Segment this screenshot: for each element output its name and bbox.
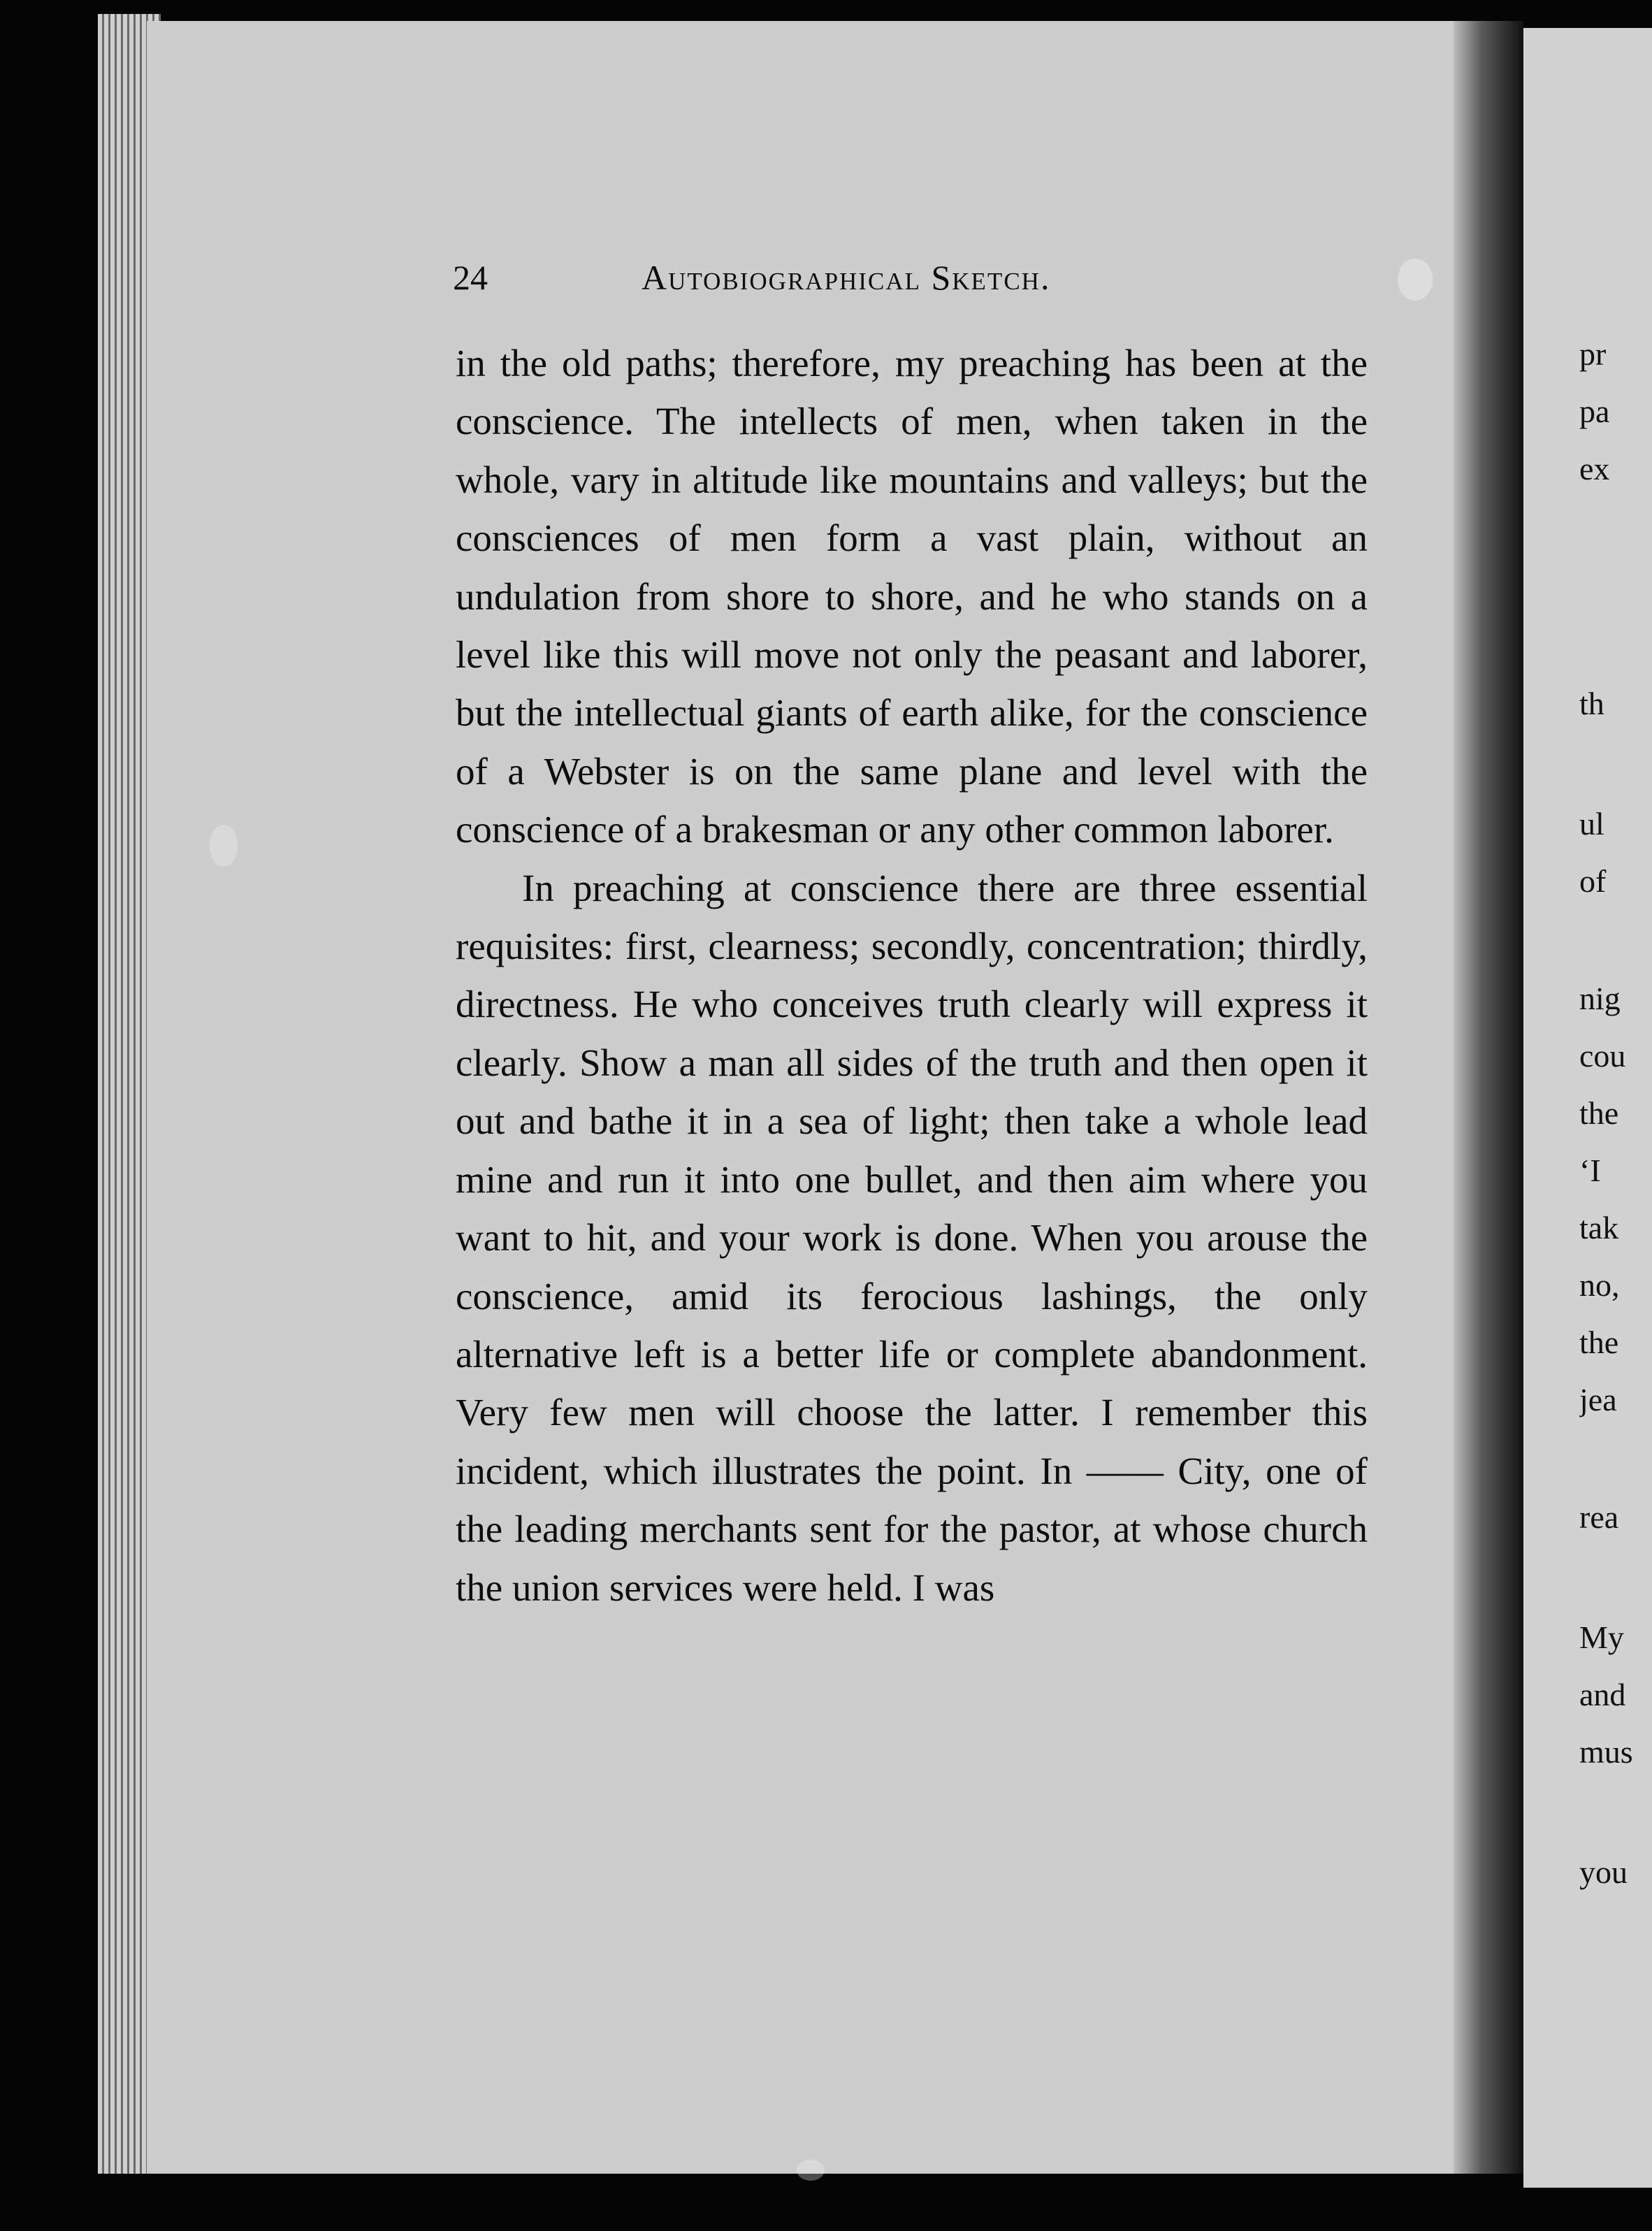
adjacent-page-fragment: jea	[1579, 1382, 1617, 1417]
adjacent-page-fragment: no,	[1579, 1267, 1620, 1303]
running-header	[453, 257, 1173, 306]
adjacent-page-fragment: pr	[1579, 336, 1607, 372]
adjacent-page-fragment: tak	[1579, 1210, 1619, 1246]
binding-gutter-shadow	[1454, 21, 1523, 2174]
paragraph: in the old paths; therefore, my preaching has been at the conscience. The intellects of men, when taken in the whole, vary in altitude like mountains and valleys; but the consciences of men form a vast plain, without an undulation from shore to shore, and he who stands on a level like this will move not only the peasant and laborer, but the intellectual giants of earth alike, for the conscience of a Webster is on the same plane and level with the conscience of a brakesman or any other common laborer.	[456, 342, 1368, 851]
adjacent-page-fragment: rea	[1579, 1499, 1619, 1535]
running-title: Autobiographical Sketch.	[642, 258, 1051, 297]
paragraph: In preaching at conscience there are three essential requisites: first, clearness; secondly, concentration; thirdly, directness. He who conceives truth clearly will express it clearly. Show a man all sides of the truth and then open it out and bathe it in a sea of light; then take a whole lead mine and run it into one bullet, and then aim where you want to hit, and your work is done. When you arouse the conscience, amid its ferocious lashings, the only alternative left is a better life or complete abandonment. Very few men will choose the latter. I remember this incident, which illustrates the point. In —— City, one of the leading merchants sent for the pastor, at whose church the union services were held. I was	[456, 866, 1368, 1609]
adjacent-page-fragment: ex	[1579, 451, 1610, 486]
adjacent-page-fragment: of	[1579, 863, 1607, 899]
scan-speck	[1398, 259, 1433, 301]
adjacent-page-fragment: ‘I	[1579, 1153, 1601, 1188]
adjacent-page-fragment: you	[1579, 1854, 1628, 1890]
scan-speck	[797, 2160, 825, 2181]
adjacent-page-fragment: and	[1579, 1677, 1626, 1712]
page-number: 24	[453, 258, 488, 297]
adjacent-page-fragment: ul	[1579, 806, 1604, 842]
adjacent-page-fragment: the	[1579, 1095, 1619, 1131]
adjacent-page-fragment: mus	[1579, 1734, 1633, 1770]
scan-speck	[210, 825, 238, 867]
adjacent-page-fragment: the	[1579, 1324, 1619, 1360]
adjacent-page-fragment: pa	[1579, 394, 1610, 429]
adjacent-page	[1523, 28, 1652, 2188]
adjacent-page-fragment: th	[1579, 686, 1604, 721]
adjacent-page-fragment: My	[1579, 1619, 1624, 1655]
adjacent-page-fragment: nig	[1579, 981, 1621, 1016]
adjacent-page-fragment: cou	[1579, 1038, 1626, 1074]
page-body-text	[456, 334, 1368, 1617]
